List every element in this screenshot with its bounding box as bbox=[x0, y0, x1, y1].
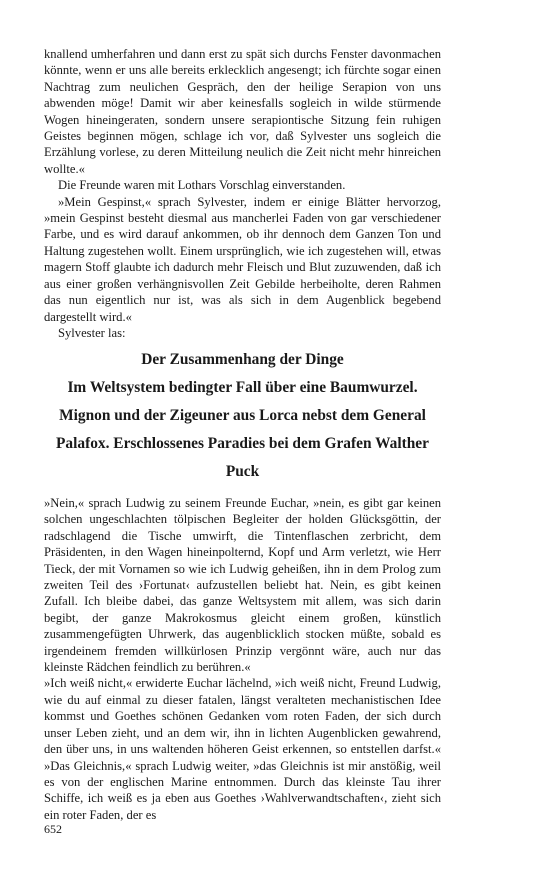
chapter-subtitle-line: Mignon und der Zigeuner aus Lorca nebst dem General bbox=[59, 407, 426, 424]
chapter-subtitle-line: Palafox. Erschlossenes Paradies bei dem Grafen Walther bbox=[56, 435, 429, 452]
chapter-title: Der Zusammenhang der Dinge bbox=[141, 351, 344, 368]
body-paragraph: »Nein,« sprach Ludwig zu seinem Freunde Euchar, »nein, es gibt gar keinen solchen ungeschlachten tölpischen Begleiter der holden Glücksgöttin, der radschlagend die Tische umwirft, die Tintenflaschen zerbricht, dem Präsidenten, in den Wagen hineinpolternd, Kopf und Arm verletzt, wie Herr Tieck, der mit Vornamen so wie ich Ludwig geheißen, ihn in dem Prolog zum zweiten Teil des ›Fortunat‹ aufzustellen beliebt hat. Nein, es gibt keinen Zufall. Ich bleibe dabei, das ganze Weltsystem mit allem, was sich darin begibt, der ganze Makrokosmus gleicht einem großen, künstlich zusammengefügten Uhrwerk, das augenblicklich stocken müßte, sobald es irgendeinem fremden willkürlosen Prinzip vergönnt wäre, auch nur das kleinste Rädchen feindlich zu berühren.« bbox=[44, 496, 441, 675]
intro-paragraph: knallend umherfahren und dann erst zu spät sich durchs Fenster davonmachen könnte, wenn er uns alle bereits erklecklich angesengt; ich fürchte sogar einen Nachtrag zum neulichen Gespräch, den der heilige Serapion von uns abwenden möge! Damit wir aber keinesfalls sogleich in wilde stürmende Wogen hineingeraten, sondern unsere serapiontische Sitzung fein ruhigen Geistes beginnen mögen, schlage ich vor, daß Sylvester uns sogleich die Erzählung vorlese, zu deren Mitteilung neulich die Zeit nicht mehr hinreichen wollte.« bbox=[44, 47, 441, 176]
intro-paragraph: Die Freunde waren mit Lothars Vorschlag einverstanden. bbox=[58, 178, 346, 193]
chapter-subtitle-line: Puck bbox=[225, 463, 260, 480]
intro-text-block bbox=[44, 46, 441, 341]
intro-paragraph: »Mein Gespinst,« sprach Sylvester, indem er einige Blätter hervorzog, »mein Gespinst besteht diesmal aus mancherlei Faden von gar verschiedener Farbe, und es wird darauf ankommen, ob ihr dennoch dem Ganzen Ton und Haltung zugestehen wollt. Einem ursprünglich, wie ich zugestehen will, etwas magern Stoff glaubte ich dadurch mehr Fleisch und Blut zuzuwenden, daß ich aus einer großen verhängnisvollen Zeit Gebilde herbeiholte, deren Rahmen das nun eigentlich nur ist, was als sich in dem Augenblick begebend dargestellt wird.« bbox=[44, 194, 441, 324]
chapter-subtitle-line: Im Weltsystem bedingter Fall über eine Baumwurzel. bbox=[67, 379, 418, 396]
chapter-heading bbox=[44, 346, 441, 486]
body-paragraph: »Ich weiß nicht,« erwiderte Euchar lächelnd, »ich weiß nicht, Freund Ludwig, wie du auf einmal zu dieser fatalen, längst veralteten mechanistischen Idee kommst und Goethes schönen Gedanken vom roten Faden, der sich durch unser Leben zieht, und an dem wir, ihn in lichten Augenblicken gewahrend, den über uns, in uns waltenden höheren Geist erkennen, so entstellen darfst.« »Das Gleichnis,« sprach Ludwig weiter, »das Gleichnis ist mir anstößig, weil es von der englischen Marine entnommen. Durch das kleinste Tau ihrer Schiffe, ich weiß es ja eben aus Goethes ›Wahlverwandtschaften‹, zieht sich ein roter Faden, der es bbox=[44, 676, 441, 822]
page-number: 652 bbox=[44, 822, 62, 836]
chapter-body-text bbox=[44, 495, 441, 823]
intro-paragraph: Sylvester las: bbox=[58, 325, 126, 340]
